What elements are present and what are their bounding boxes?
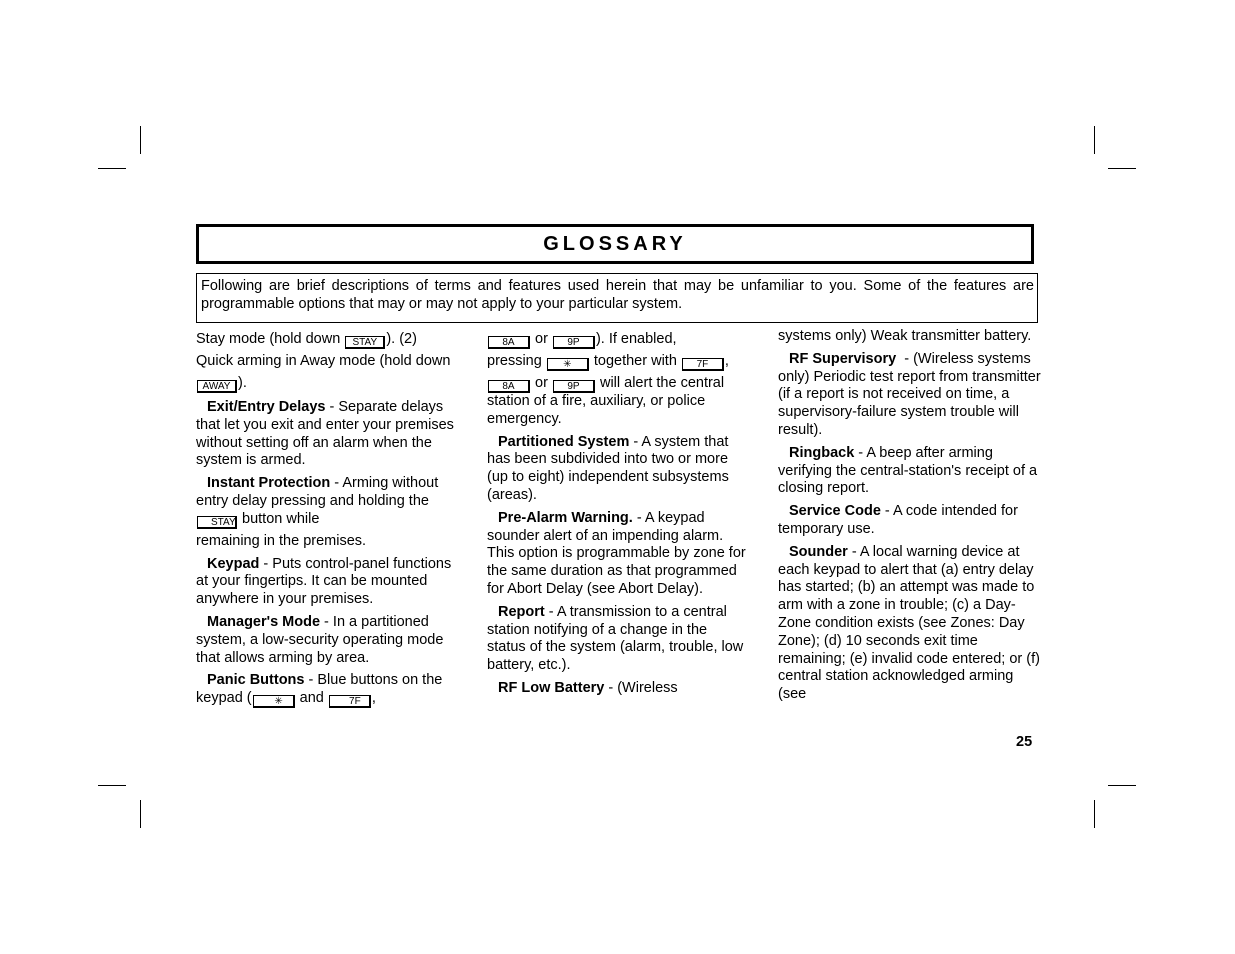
glossary-term: Sounder bbox=[789, 543, 848, 560]
glossary-definition: - (Wireless bbox=[604, 679, 678, 696]
glossary-definition: - Puts control-panel functions at your fingertips. It can be mounted anywhere in your premises. bbox=[196, 555, 452, 608]
column-1 bbox=[196, 328, 458, 713]
text: pressing bbox=[487, 353, 546, 369]
glossary-entry bbox=[487, 680, 749, 698]
glossary-definition: - Arming without entry delay pressing and holding the bbox=[196, 475, 439, 509]
glossary-definition: - (Wireless systems only) Periodic test report from transmitter (if a report is not received on time, a supervisory-failure system trouble will result). bbox=[778, 350, 1045, 438]
glossary-entry bbox=[487, 510, 749, 599]
glossary-entry bbox=[487, 604, 749, 675]
nine-key-icon: 9P bbox=[553, 336, 595, 349]
text: Quick arming in Away mode (hold down bbox=[196, 353, 451, 369]
text: or bbox=[531, 375, 552, 391]
crop-mark bbox=[1094, 126, 1095, 154]
crop-mark bbox=[98, 168, 126, 169]
glossary-term: Exit/Entry Delays bbox=[207, 399, 326, 415]
stay-key-icon: STAY bbox=[345, 336, 385, 349]
eight-key-icon: 8A bbox=[488, 336, 530, 349]
glossary-definition: - Separate delays that let you exit and enter your premises without setting off an alarm when the system is armed. bbox=[196, 399, 454, 469]
glossary-definition: - A code intended for temporary use. bbox=[778, 503, 1018, 537]
glossary-definition: - A system that has been subdivided into two or more (up to eight) independent subsystems (areas). bbox=[487, 433, 729, 503]
glossary-definition: - A local warning device at each keypad to alert that (a) entry delay has started; (b) an attempt was made to arm with a zone in trouble; (c) a Day-Zone condition exists (see Zones: Day Zone); (d) 10 seconds exit time remaining; (e) invalid code entered; or (f) central station acknowledged arming (see bbox=[778, 543, 1040, 703]
page-number: 25 bbox=[1016, 734, 1033, 750]
column-2 bbox=[487, 328, 749, 703]
text: ). If enabled, bbox=[595, 331, 677, 347]
glossary-entry bbox=[487, 434, 749, 505]
nine-key-icon: 9P bbox=[553, 380, 595, 393]
column-3 bbox=[778, 328, 1043, 709]
glossary-definition: - In a partitioned system, a low-security operating mode that allows arming by area. bbox=[196, 613, 444, 666]
glossary-term: Instant Protection bbox=[207, 475, 331, 492]
seven-key-icon: 7F bbox=[329, 695, 371, 708]
eight-key-icon: 8A bbox=[488, 380, 530, 393]
text: remaining in the premises. bbox=[196, 532, 367, 549]
seven-key-icon: 7F bbox=[682, 358, 724, 371]
glossary-definition: - A beep after arming verifying the central-station's receipt of a closing report. bbox=[778, 444, 1038, 497]
glossary-term: Pre-Alarm Warning. bbox=[498, 509, 633, 526]
continued-paragraph bbox=[196, 328, 458, 394]
crop-mark bbox=[98, 785, 126, 786]
away-key-icon: AWAY bbox=[197, 380, 237, 393]
glossary-entry bbox=[196, 672, 458, 708]
text: systems only) Weak transmitter battery. bbox=[778, 328, 1032, 344]
text: button while bbox=[238, 510, 320, 527]
text: , bbox=[724, 353, 729, 369]
crop-mark bbox=[140, 126, 141, 154]
glossary-term: RF Supervisory bbox=[789, 350, 897, 367]
continued-paragraph bbox=[487, 328, 749, 394]
glossary-term: Partitioned System bbox=[498, 433, 630, 450]
glossary-entry bbox=[196, 614, 458, 667]
text: will alert the central bbox=[595, 375, 725, 391]
text: , bbox=[371, 690, 376, 707]
glossary-entry bbox=[778, 445, 1043, 498]
glossary-definition: - Blue buttons on the keypad ( bbox=[196, 672, 443, 707]
continued-paragraph bbox=[487, 393, 749, 429]
text: station of a fire, auxiliary, or police emergency. bbox=[487, 393, 706, 427]
crop-mark bbox=[1108, 168, 1136, 169]
glossary-term: Manager's Mode bbox=[207, 613, 321, 630]
glossary-term: Panic Buttons bbox=[207, 672, 305, 689]
glossary-term: Service Code bbox=[789, 503, 881, 520]
crop-mark bbox=[140, 800, 141, 828]
glossary-term: Ringback bbox=[789, 444, 855, 461]
star-key-icon: ✳ bbox=[547, 358, 589, 371]
glossary-entry bbox=[196, 556, 458, 609]
text: and bbox=[295, 690, 328, 707]
glossary-term: Report bbox=[498, 603, 545, 620]
glossary-entry bbox=[778, 544, 1043, 704]
glossary-definition: - A transmission to a central station notifying of a change in the status of the system (alarm, trouble, low battery, etc.). bbox=[487, 603, 744, 674]
stay-key-icon: STAY bbox=[197, 516, 237, 529]
glossary-term: Keypad bbox=[207, 555, 260, 572]
page-title: GLOSSARY bbox=[196, 224, 1034, 264]
glossary-entry bbox=[778, 351, 1043, 440]
glossary-definition: - A keypad sounder alert of an impending alarm. This option is programmable by zone for the same duration as that programmed for Abort Delay (see Abort Delay). bbox=[487, 509, 746, 597]
text: or bbox=[531, 331, 552, 347]
continued-paragraph bbox=[778, 328, 1043, 346]
glossary-entry bbox=[196, 399, 458, 470]
glossary-term: RF Low Battery bbox=[498, 679, 605, 696]
glossary-entry bbox=[778, 503, 1043, 539]
star-key-icon: ✳ bbox=[253, 695, 295, 708]
text: Stay mode (hold down bbox=[196, 331, 345, 347]
crop-mark bbox=[1108, 785, 1136, 786]
text: ). (2) bbox=[386, 331, 417, 347]
intro-text: Following are brief descriptions of terms and features used herein that may be unfamiliar to you. Some of the features are programmable options that may or may not apply to your particular system. bbox=[196, 273, 1038, 323]
crop-mark bbox=[1094, 800, 1095, 828]
text: together with bbox=[589, 353, 681, 369]
text: ). bbox=[238, 375, 247, 391]
glossary-entry bbox=[196, 475, 458, 550]
